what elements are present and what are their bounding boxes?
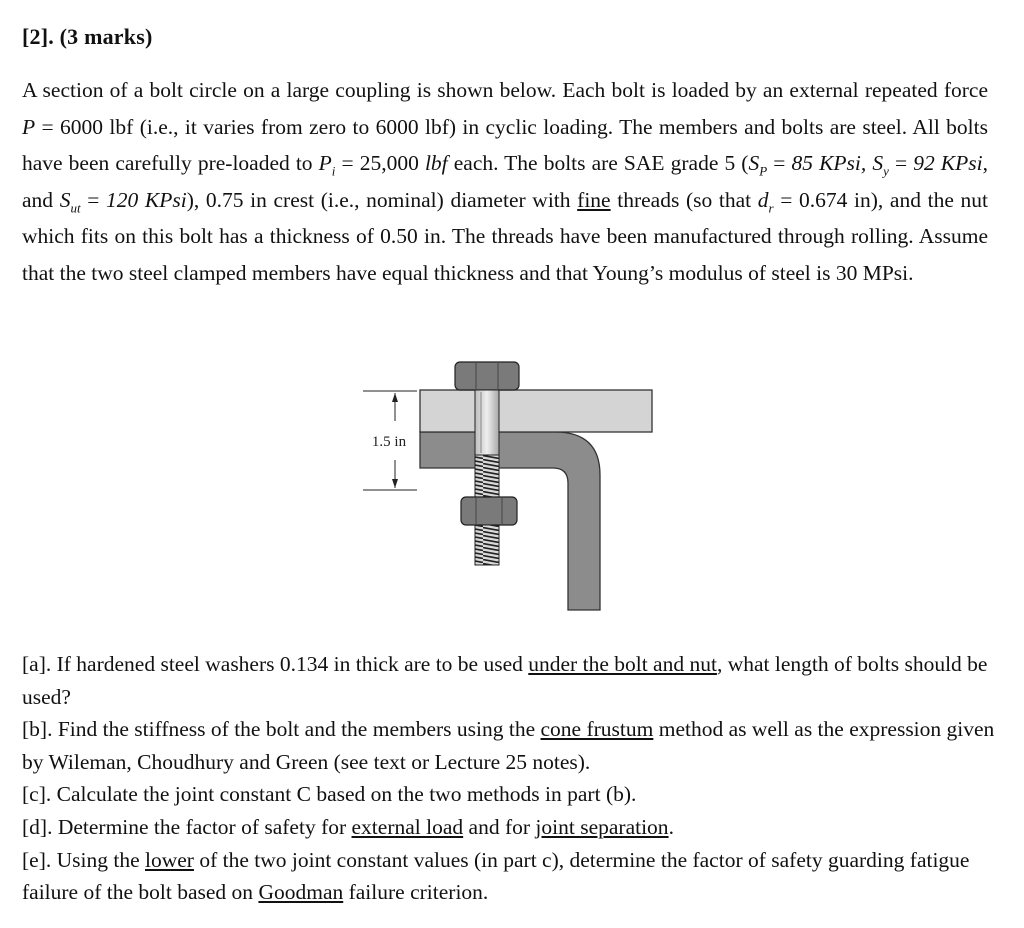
top-plate-member [420, 390, 652, 432]
question-a: [a]. If hardened steel washers 0.134 in thick are to be used under the bolt and nut, what length of bolts should be used? [22, 652, 988, 709]
problem-heading: [2]. (3 marks) [22, 24, 153, 49]
dimension-label: 1.5 in [371, 434, 407, 450]
question-d: [d]. Determine the factor of safety for external load and for joint separation. [22, 814, 674, 839]
bolted-joint-figure [355, 355, 665, 615]
bolt-threads [475, 455, 499, 497]
bolt-shank [475, 390, 499, 455]
question-list [22, 648, 1002, 909]
question-e: [e]. Using the lower of the two joint constant values (in part c), determine the factor of safety guarding fatigue failure of the bolt based on Goodman failure criterion. [22, 847, 970, 905]
bolt-head [455, 362, 519, 390]
bolt-tail-threads [475, 525, 499, 565]
underlined-fine: fine [577, 187, 611, 212]
nut [461, 497, 517, 525]
question-b: [b]. Find the stiffness of the bolt and the members using the cone frustum method as well as the expression given by Wileman, Choudhury and Green (see text or Lecture 25 notes). [22, 717, 995, 774]
question-c: [c]. Calculate the joint constant C based on the two methods in part (b). [22, 782, 637, 807]
problem-statement: A section of a bolt circle on a large coupling is shown below. Each bolt is loaded by an external repeated force P = 6000 lbf (i.e., it varies from zero to 6000 lbf) in cyclic loading. The members and bolts are steel. All bolts have been carefully pre-loaded to $P_i = 25,000$ lbf each. The bolts are SAE grade 5 ($S_P = 85$ KPsi, $S_y = 92$ KPsi, and $S_{ut} = 120$ KPsi), 0.75 in crest (i.e., nominal) diameter with fine threads (so that $d_r = 0.674$ in), and the nut which fits on this bolt has a thickness of 0.50 in. The threads have been manufactured through rolling. Assume that the two steel clamped members have equal thickness and that Young’s modulus of steel is 30 MPsi. [22, 78, 988, 285]
